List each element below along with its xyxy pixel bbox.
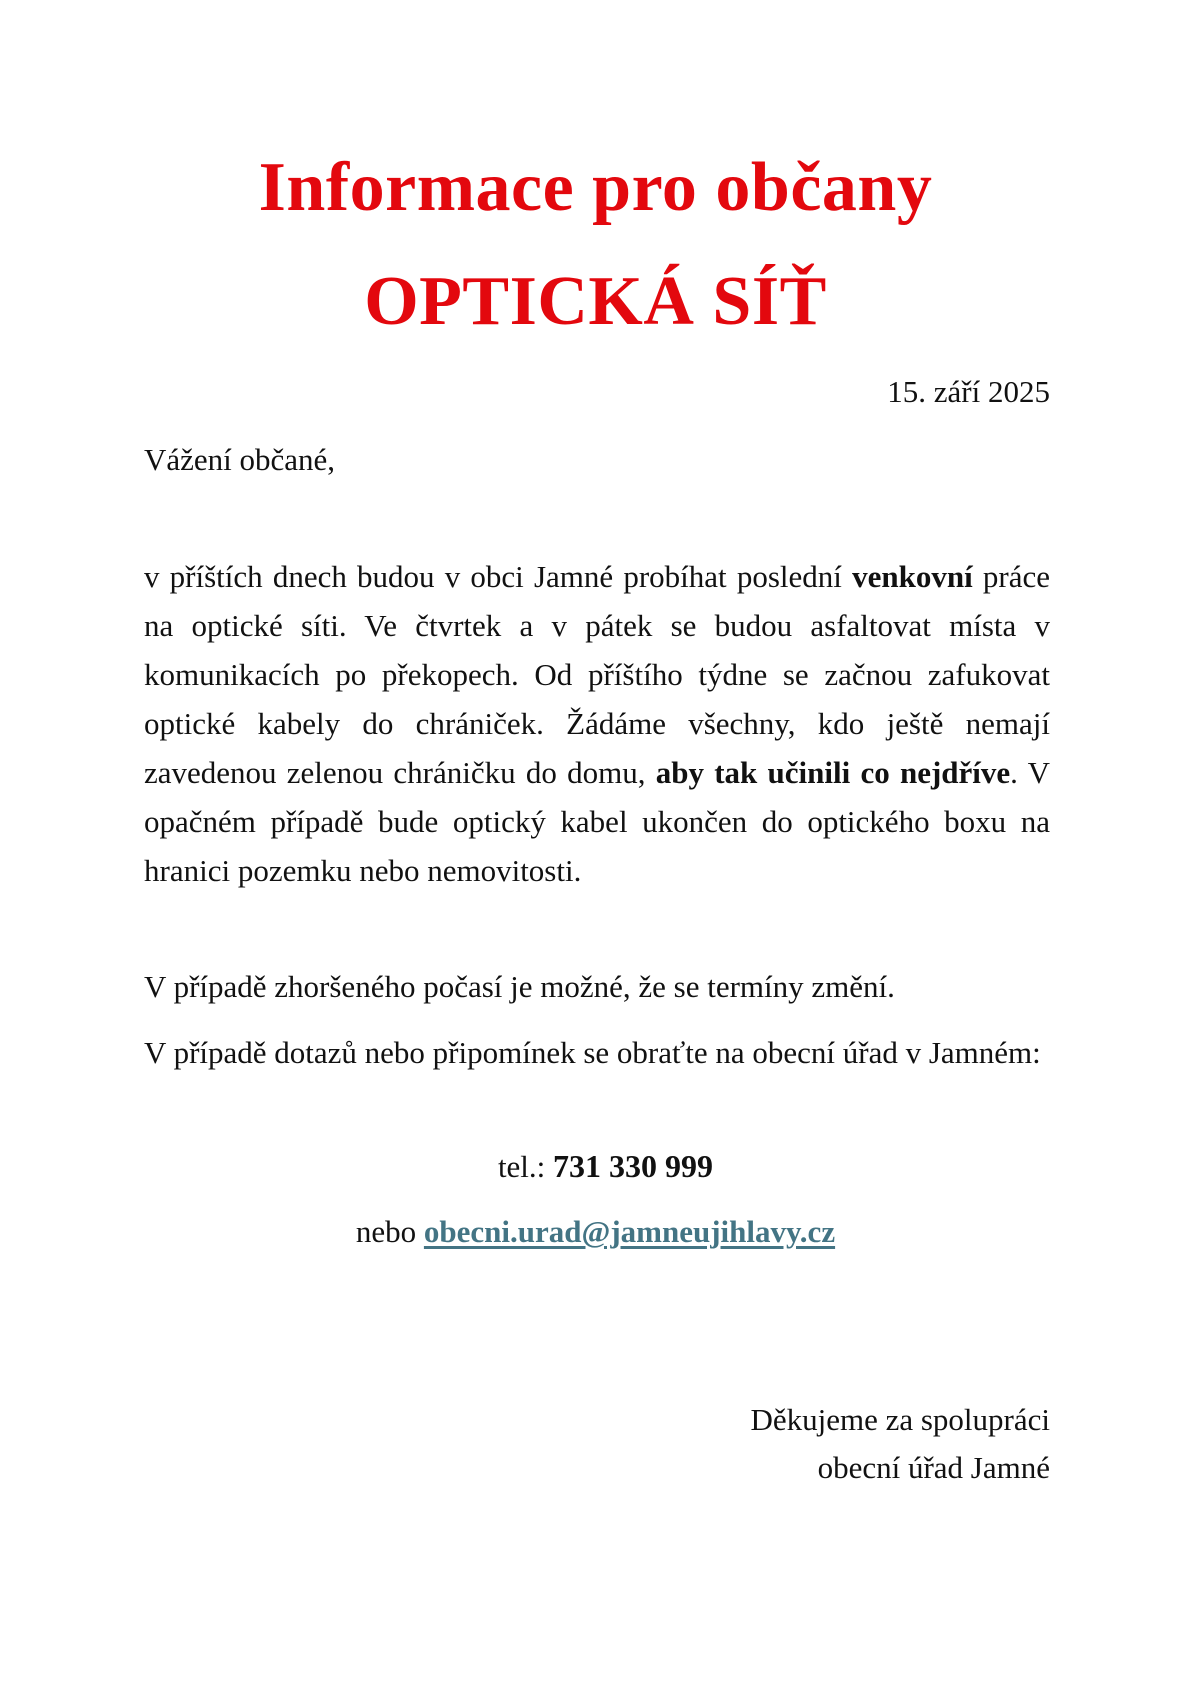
- paragraph-text: . V opačném případě bude optický kabel ukončen do optického boxu na hranici pozemku nebo nemovitosti.: [144, 755, 1050, 888]
- paragraph-text: práce na optické síti. Ve čtvrtek a v pátek se budou asfaltovat místa v komunikacích po překopech. Od příštího týdne se začnou zafukovat optické kabely do chrániček. Žádáme všechny, kdo ještě nemají zavedenou zelenou chráničku do domu,: [144, 559, 1050, 790]
- signature-thanks: Děkujeme za spolupráci: [750, 1402, 1050, 1437]
- email-link[interactable]: obecni.urad@jamneujihlavy.cz: [423, 1214, 836, 1249]
- document-date: 15. září 2025: [887, 374, 1050, 409]
- emphasis-request: aby tak učinili co nejdříve: [655, 755, 1011, 790]
- email-line: [0, 1212, 1191, 1252]
- document-subtitle: OPTICKÁ SÍŤ: [364, 263, 827, 340]
- document-title: Informace pro občany: [258, 149, 933, 226]
- phone-line: [0, 1146, 1191, 1187]
- email-prefix: nebo: [355, 1214, 424, 1249]
- greeting: Vážení občané,: [144, 442, 336, 477]
- phone-number: 731 330 999: [553, 1148, 714, 1184]
- paragraph-weather: V případě zhoršeného počasí je možné, že se termíny změní.: [144, 969, 895, 1004]
- phone-label: tel.:: [497, 1149, 554, 1184]
- emphasis-venkovni: venkovní: [852, 559, 973, 594]
- signature-office: obecní úřad Jamné: [817, 1450, 1050, 1485]
- paragraph-contact: V případě dotazů nebo připomínek se obraťte na obecní úřad v Jamném:: [144, 1035, 1041, 1070]
- paragraph-main: [144, 552, 1050, 895]
- paragraph-text: v příštích dnech budou v obci Jamné probíhat poslední: [144, 559, 853, 594]
